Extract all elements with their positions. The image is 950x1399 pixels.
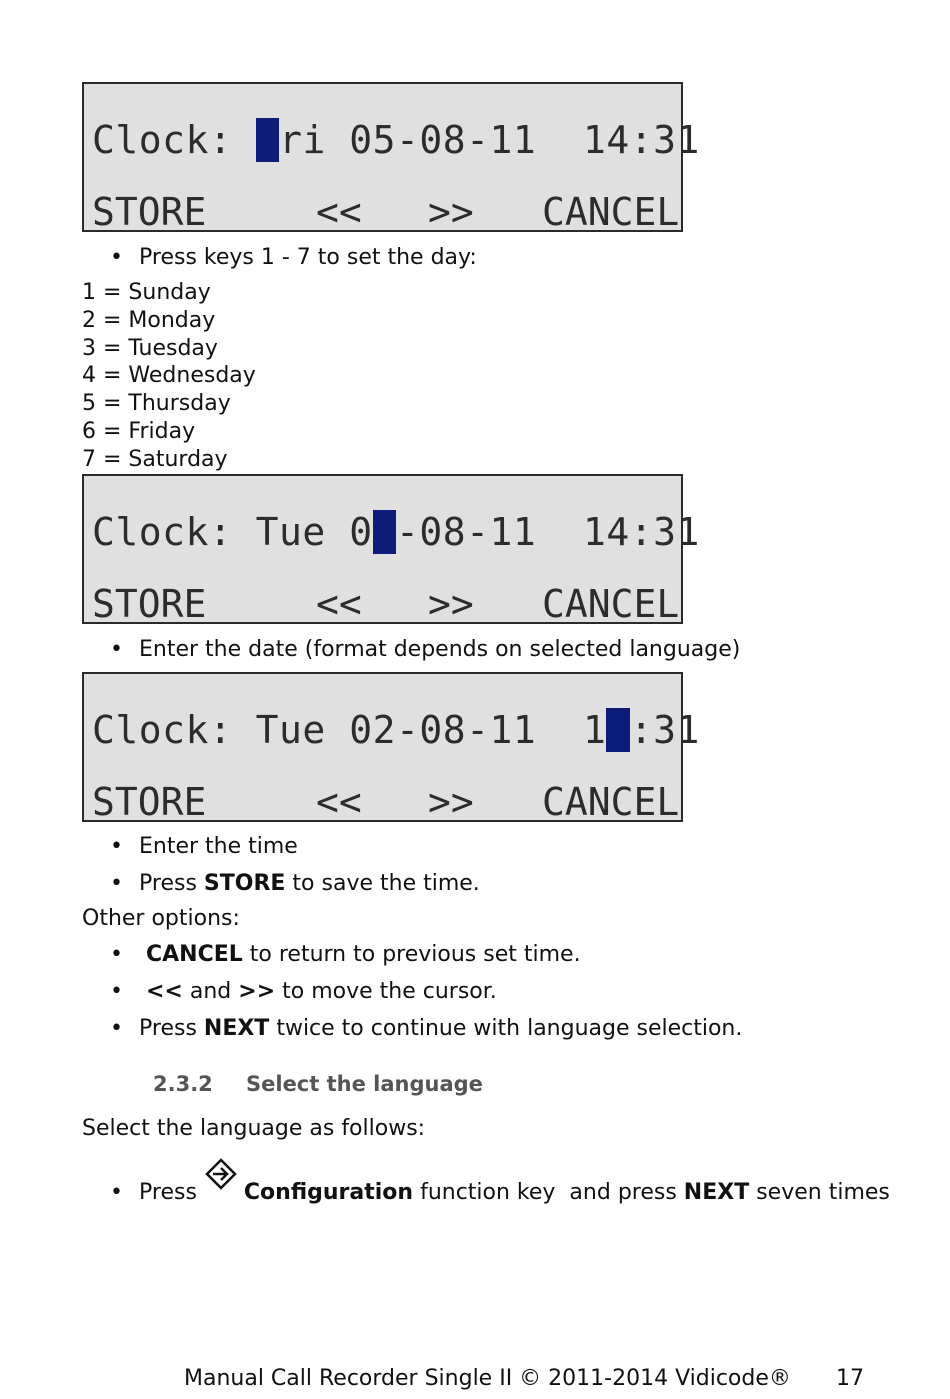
section-number: 2.3.2 [153,1072,213,1096]
cursor-highlight: F [255,118,280,162]
instruction-configuration: • Press Configuration function key and press NEXT seven times [110,1171,890,1207]
cursor-highlight: 5 [372,510,396,554]
lcd-line-clock: Clock: Tue 02-08-11 14:31 [92,708,700,752]
softkey-store[interactable]: STORE [92,582,207,626]
intro-text: Select the language as follows: [82,1116,426,1141]
configuration-icon [204,1171,244,1199]
instruction-enter-time: • Enter the time [110,834,298,859]
softkey-next[interactable]: >> [428,190,474,234]
footer-text: Manual Call Recorder Single II © 2011-2014 Vidicode® [184,1366,791,1391]
softkey-cancel[interactable]: CANCEL [542,190,680,234]
option-cursor: • << and >> to move the cursor. [110,979,497,1004]
softkey-cancel[interactable]: CANCEL [542,582,680,626]
instruction-enter-date: • Enter the date (format depends on selected language) [110,637,741,662]
softkey-next[interactable]: >> [428,582,474,626]
softkey-store[interactable]: STORE [92,190,207,234]
lcd-display-date [82,474,700,626]
cursor-highlight: 4 [606,708,630,752]
day-list-item: 3 = Tuesday [82,336,218,361]
page-number: 17 [836,1366,864,1391]
lcd-display-time [82,672,700,824]
other-options-label: Other options: [82,906,240,931]
lcd-line-clock: Clock: Fri 05-08-11 14:31 [92,118,700,162]
day-list-item: 6 = Friday [82,419,196,444]
option-cancel: • CANCEL to return to previous set time. [110,942,581,967]
lcd-display-day [82,82,700,234]
softkey-prev[interactable]: << [316,190,362,234]
day-list-item: 2 = Monday [82,308,216,333]
softkey-prev[interactable]: << [316,582,362,626]
option-next: • Press NEXT twice to continue with language selection. [110,1016,743,1041]
softkey-cancel[interactable]: CANCEL [542,780,680,824]
day-list-item: 5 = Thursday [82,391,231,416]
instruction-press-store: • Press STORE to save the time. [110,871,480,896]
softkey-store[interactable]: STORE [92,780,207,824]
day-list-item: 1 = Sunday [82,280,211,305]
day-list-item: 4 = Wednesday [82,363,256,388]
instruction-set-day: • Press keys 1 - 7 to set the day: [110,245,477,270]
lcd-line-clock: Clock: Tue 05-08-11 14:31 [92,510,700,554]
section-title: Select the language [246,1072,483,1096]
day-list-item: 7 = Saturday [82,447,228,472]
softkey-next[interactable]: >> [428,780,474,824]
softkey-prev[interactable]: << [316,780,362,824]
